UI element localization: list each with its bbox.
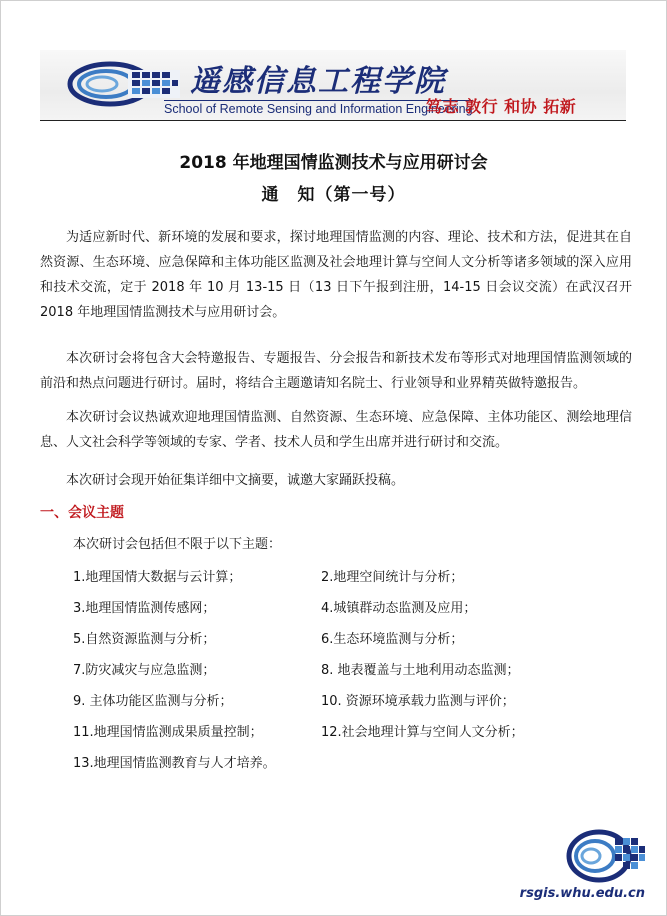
school-name-en: School of Remote Sensing and Information Engineering (164, 102, 473, 116)
footer-website-link[interactable]: rsgis.whu.edu.cn (519, 886, 645, 901)
topic-item: 6.生态环境监测与分析； (321, 632, 464, 647)
topic-item: 1.地理国情大数据与云计算； (73, 570, 242, 585)
school-header-banner (40, 50, 626, 121)
topic-item: 12.社会地理计算与空间人文分析； (321, 725, 524, 740)
topic-item: 10. 资源环境承载力监测与评价； (321, 694, 515, 709)
document-title: 2018 年地理国情监测技术与应用研讨会 (179, 153, 488, 173)
topic-item: 4.城镇群动态监测及应用； (321, 601, 477, 616)
invitation-paragraph: 本次研讨会议热诚欢迎地理国情监测、自然资源、生态环境、应急保障、主体功能区、测绘地理信息、人文社会科学等领域的专家、学者、技术人员和学生出席并进行研讨和交流。 (40, 410, 632, 450)
format-paragraph: 本次研讨会将包含大会特邀报告、专题报告、分会报告和新技术发布等形式对地理国情监测领域的前沿和热点问题进行研讨。届时，将结合主题邀请知名院士、行业领导和业界精英做特邀报告。 (40, 351, 632, 391)
section-heading-topics: 一、会议主题 (40, 505, 124, 521)
topic-item: 3.地理国情监测传感网； (73, 601, 216, 616)
topic-item: 13.地理国情监测教育与人才培养。 (73, 756, 276, 771)
intro-paragraph: 为适应新时代、新环境的发展和要求，探讨地理国情监测的内容、理论、技术和方法，促进其在自然资源、生态环境、应急保障和主体功能区监测及社会地理计算与空间人文分析等诸多领域的深入应用和技术交流，定于 2018 年 10 月 13-15 日（13 日下午报到注册，14-15 日会议交流）在武汉召开 2018 年地理国情监测技术与应用研讨会。 (40, 230, 632, 320)
footer-logo-icon (565, 826, 647, 886)
school-motto: 笃志 敦行 和协 拓新 (426, 97, 577, 116)
call-for-abstracts-paragraph: 本次研讨会现开始征集详细中文摘要，诚邀大家踊跃投稿。 (66, 473, 405, 488)
topic-item: 2.地理空间统计与分析； (321, 570, 464, 585)
topic-item: 7.防灾减灾与应急监测； (73, 663, 216, 678)
topics-intro: 本次研讨会包括但不限于以下主题： (73, 537, 282, 552)
topic-item: 8. 地表覆盖与土地利用动态监测； (321, 663, 520, 678)
school-name-cn: 遥感信息工程学院 (190, 64, 446, 99)
topic-item: 5.自然资源监测与分析； (73, 632, 216, 647)
topic-item: 9. 主体功能区监测与分析； (73, 694, 233, 709)
topic-item: 11.地理国情监测成果质量控制； (73, 725, 263, 740)
document-subtitle: 通 知（第一号） (261, 185, 406, 205)
